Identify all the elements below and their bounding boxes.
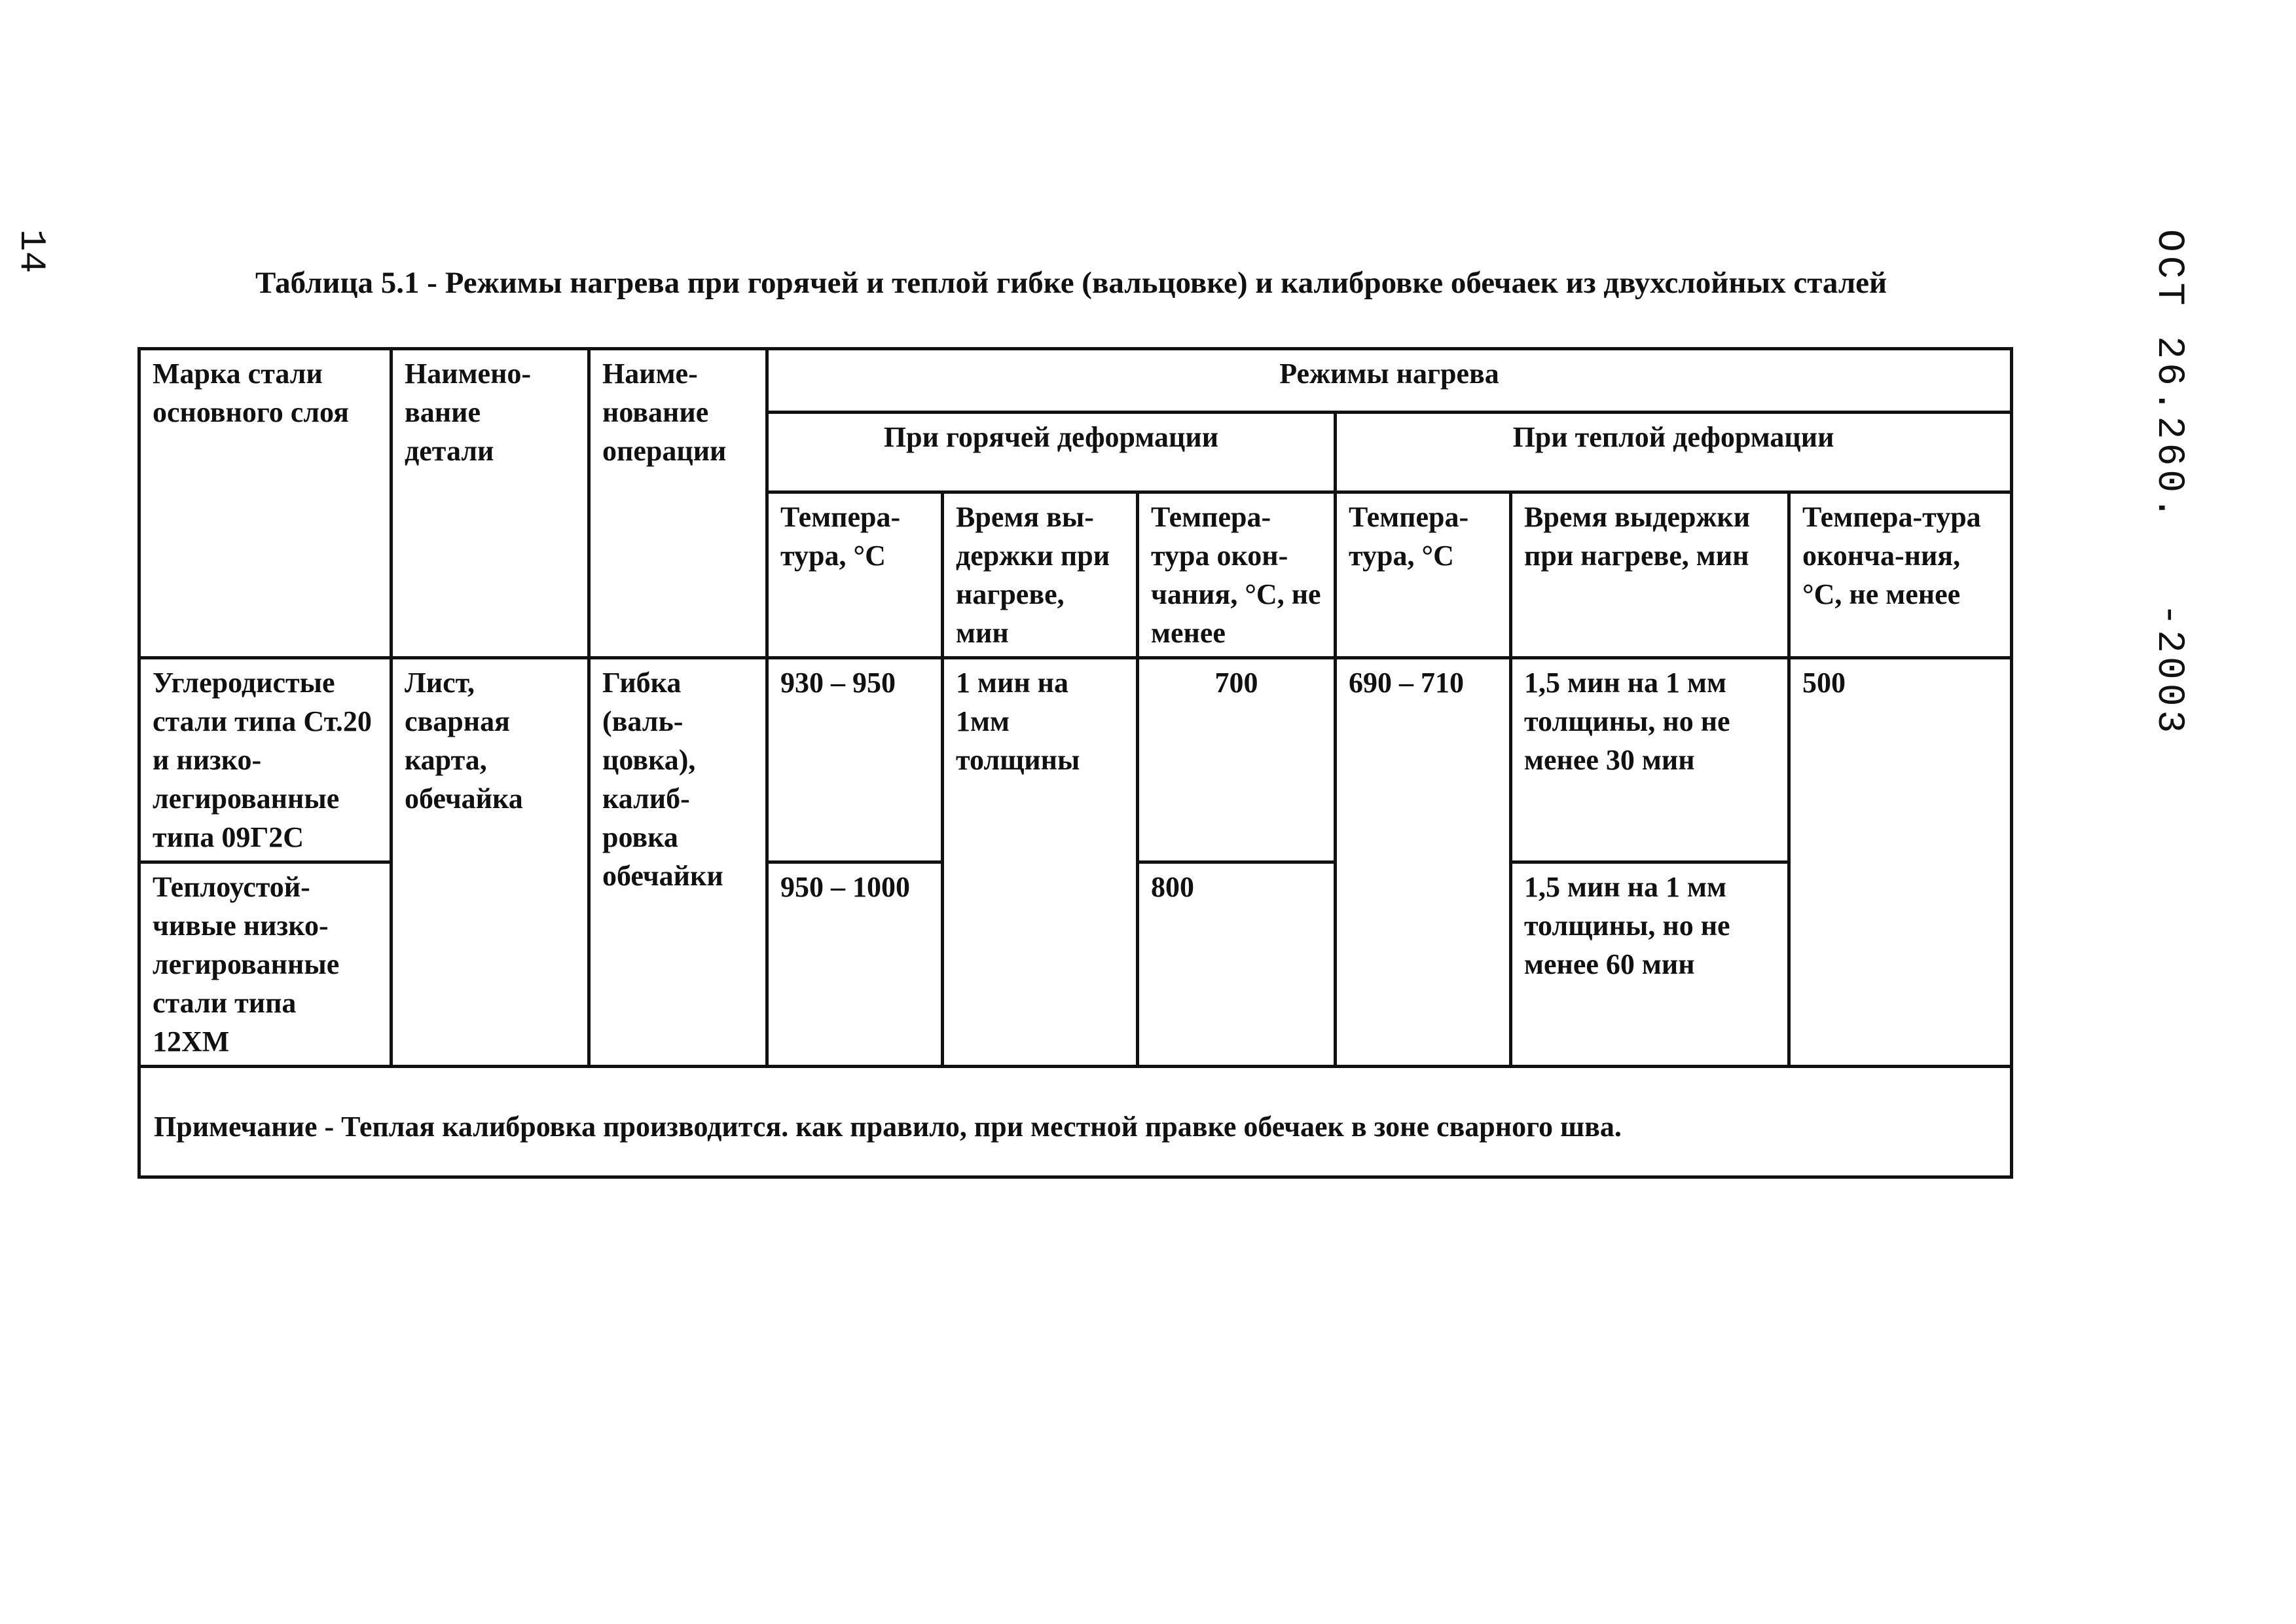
cell-steel-grade: Углеродистые стали типа Ст.20 и низко-легированные типа 09Г2С bbox=[139, 658, 392, 862]
table-caption: Таблица 5.1 - Режимы нагрева при горячей и теплой гибке (вальцовке) и калибровке обечаек из двухслойных сталей bbox=[255, 266, 1887, 300]
document-code: ОСТ 26.260. -2003 bbox=[2147, 229, 2190, 737]
cell-hot-temperature: 950 – 1000 bbox=[767, 862, 943, 1067]
cell-warm-end-temperature: 500 bbox=[1789, 658, 2012, 1067]
cell-warm-temperature: 690 – 710 bbox=[1336, 658, 1511, 1067]
header-part-name: Наимено-вание детали bbox=[392, 349, 589, 658]
header-warm-temperature: Темпера-тура, °С bbox=[1336, 492, 1511, 658]
cell-hot-end-temperature: 700 bbox=[1138, 658, 1336, 862]
header-hot-end-temperature: Темпера-тура окон-чания, °С, не менее bbox=[1138, 492, 1336, 658]
table-row bbox=[139, 658, 2012, 862]
header-row-1 bbox=[139, 349, 2012, 413]
header-operation-name: Наиме-нование операции bbox=[589, 349, 767, 658]
header-hot-deformation: При горячей деформации bbox=[767, 413, 1336, 492]
header-steel-grade: Марка стали основного слоя bbox=[139, 349, 392, 658]
heating-modes-table bbox=[137, 347, 2013, 1179]
header-hot-temperature: Темпера-тура, °С bbox=[767, 492, 943, 658]
cell-hot-end-temperature: 800 bbox=[1138, 862, 1336, 1067]
header-heating-modes: Режимы нагрева bbox=[767, 349, 2012, 413]
cell-part-name: Лист, сварная карта, обечайка bbox=[392, 658, 589, 1067]
cell-warm-hold-time: 1,5 мин на 1 мм толщины, но не менее 60 мин bbox=[1511, 862, 1789, 1067]
note-row bbox=[139, 1067, 2012, 1177]
cell-steel-grade: Теплоустой-чивые низко-легированные стали типа 12ХМ bbox=[139, 862, 392, 1067]
header-warm-deformation: При теплой деформации bbox=[1336, 413, 2012, 492]
header-warm-end-temperature: Темпера-тура оконча-ния, °С, не менее bbox=[1789, 492, 2012, 658]
cell-warm-hold-time: 1,5 мин на 1 мм толщины, но не менее 30 мин bbox=[1511, 658, 1789, 862]
cell-hot-hold-time: 1 мин на 1мм толщины bbox=[943, 658, 1138, 1067]
cell-hot-temperature: 930 – 950 bbox=[767, 658, 943, 862]
header-warm-hold-time: Время выдержки при нагреве, мин bbox=[1511, 492, 1789, 658]
header-hot-hold-time: Время вы-держки при нагреве, мин bbox=[943, 492, 1138, 658]
table-note: Примечание - Теплая калибровка производится. как правило, при местной правке обечаек в зоне сварного шва. bbox=[139, 1067, 2012, 1177]
page-number: 14 bbox=[10, 229, 52, 274]
cell-operation-name: Гибка (валь-цовка), калиб-ровка обечайки bbox=[589, 658, 767, 1067]
